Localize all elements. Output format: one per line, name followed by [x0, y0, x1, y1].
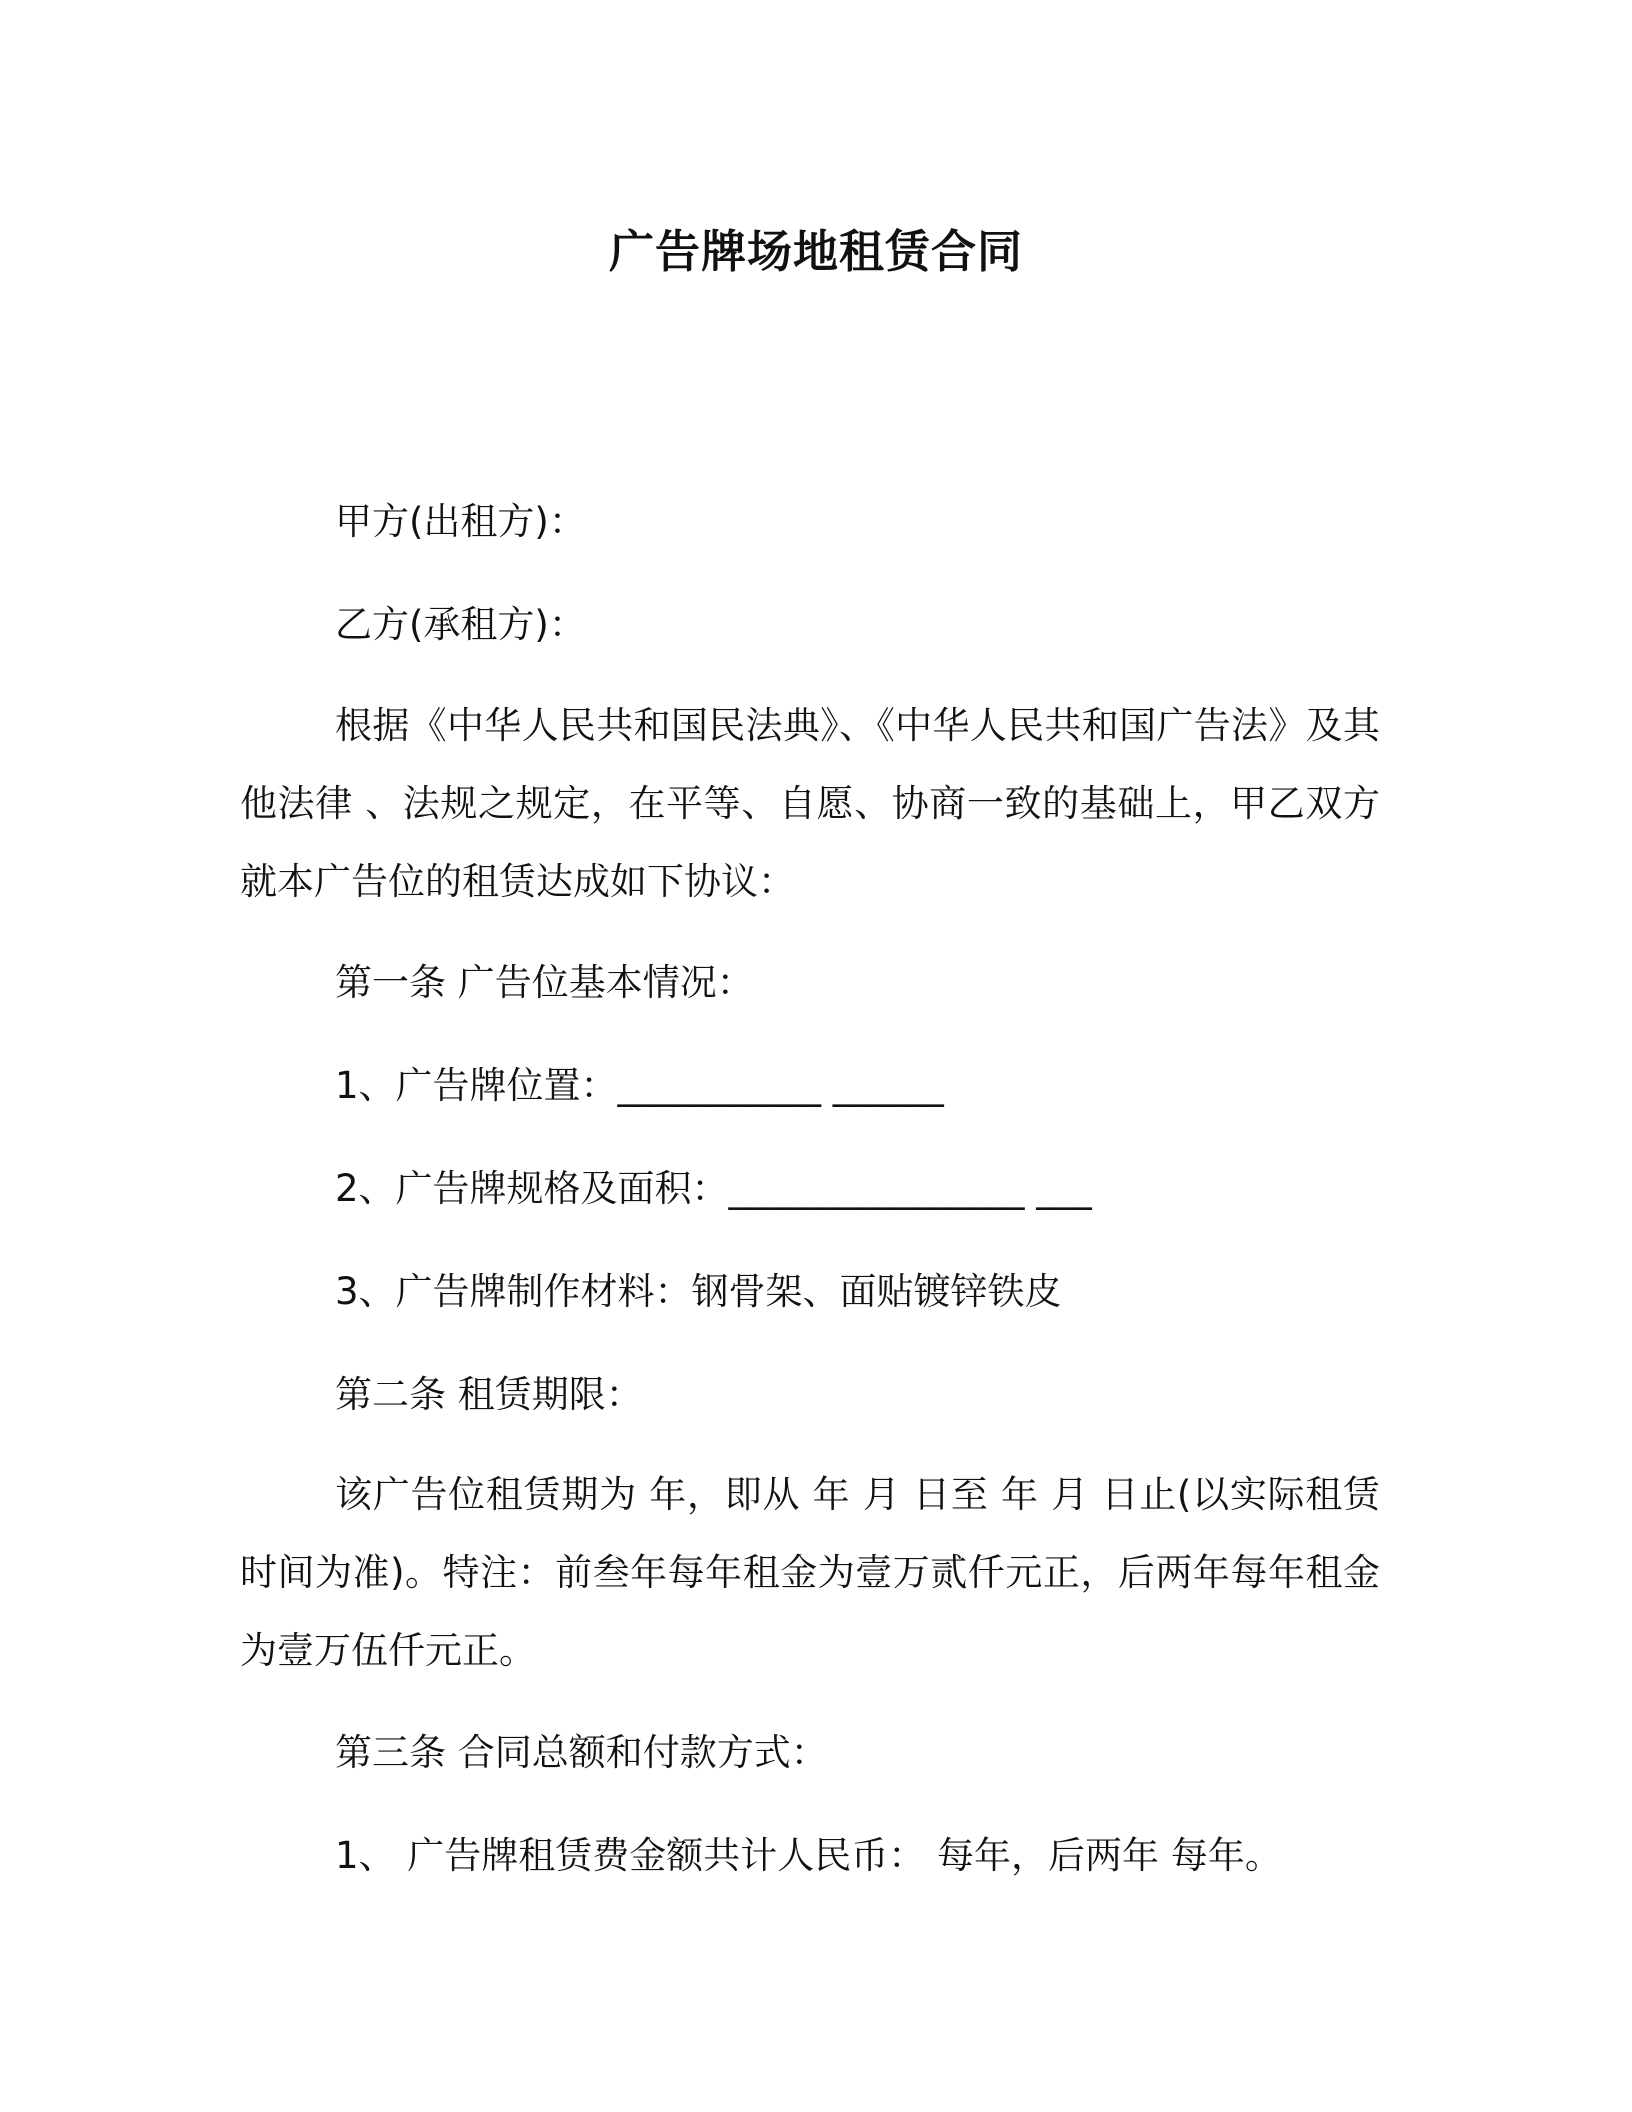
party-b-line: 乙方(承租方)：	[335, 603, 586, 646]
article1-item1: 1、广告牌位置：___________ ______	[335, 1064, 944, 1107]
article3-heading: 第三条 合同总额和付款方式：	[335, 1731, 828, 1774]
article2-body: 该广告位租赁期为 年，即从 年 月 日至 年 月 日止(以实际租赁时间为准)。特注：前叁年每年租金为壹万贰仟元正，后两年每年租金为壹万伍仟元正。	[240, 1473, 1380, 1672]
document-title: 广告牌场地租赁合同	[608, 225, 1023, 278]
article1-heading: 第一条 广告位基本情况：	[335, 961, 754, 1004]
article3-item1: 1、 广告牌租赁费金额共计人民币： 每年，后两年 每年。	[335, 1834, 1282, 1877]
article1-item2: 2、广告牌规格及面积：________________ ___	[335, 1167, 1092, 1210]
article2-heading: 第二条 租赁期限：	[335, 1373, 643, 1416]
article1-item3: 3、广告牌制作材料：钢骨架、面贴镀锌铁皮	[335, 1270, 1062, 1313]
preamble-paragraph: 根据《中华人民共和国民法典》、《中华人民共和国广告法》及其他法律 、法规之规定，在平等、自愿、协商一致的基础上，甲乙双方就本广告位的租赁达成如下协议：	[240, 704, 1380, 903]
party-a-line: 甲方(出租方)：	[335, 500, 586, 543]
